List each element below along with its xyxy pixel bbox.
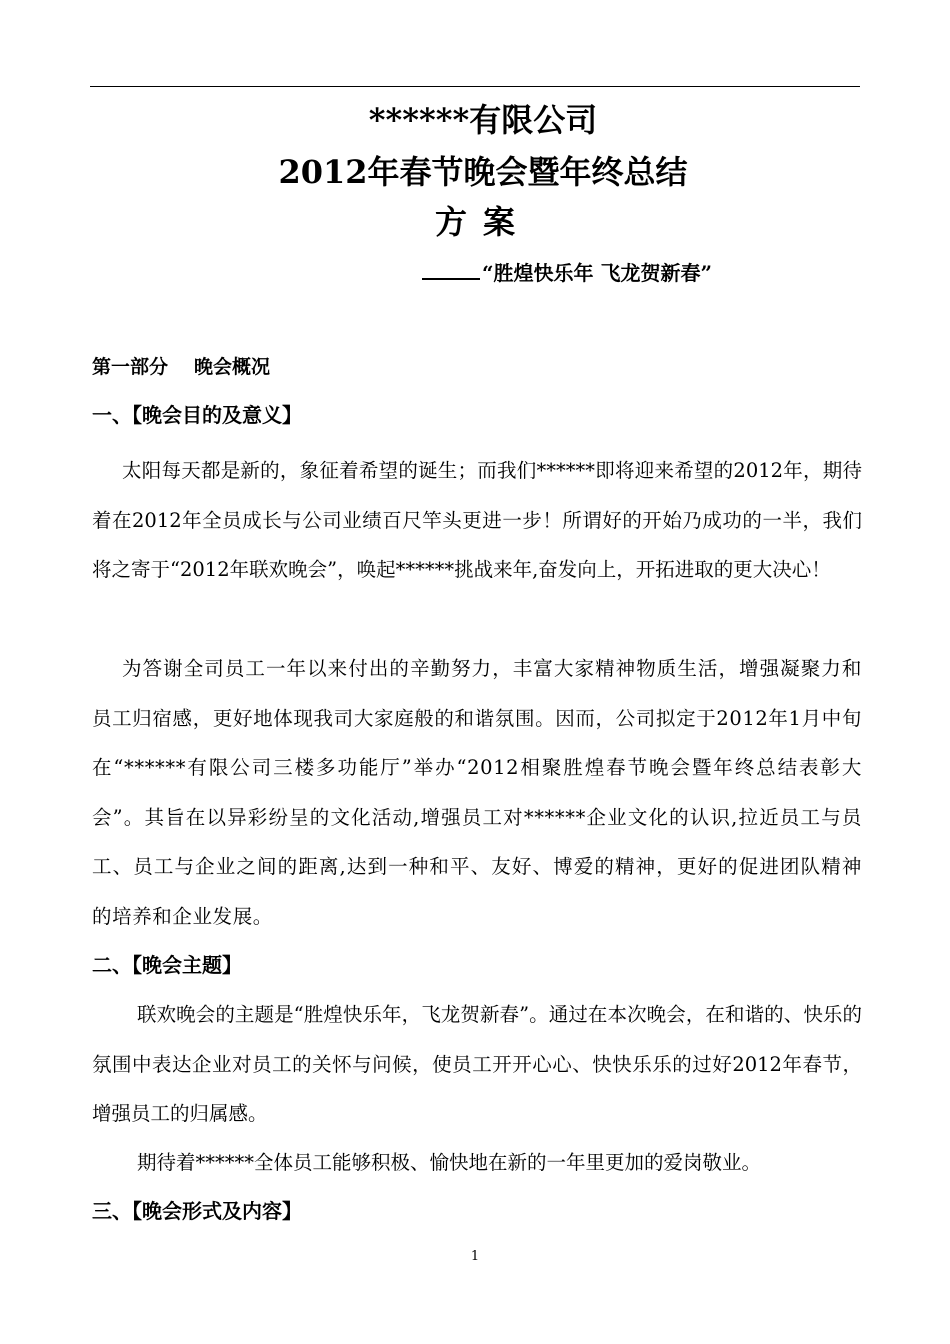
part-heading — [92, 352, 270, 382]
event-title: 2012年春节晚会暨年终总结 — [278, 153, 688, 191]
section-heading-format: 三、【晚会形式及内容】 — [92, 1199, 302, 1223]
company-title: ******有限公司 — [368, 101, 598, 139]
page-number: 1 — [470, 1249, 480, 1264]
section-heading-purpose: 一、【晚会目的及意义】 — [92, 403, 302, 427]
header-rule — [90, 86, 860, 87]
paragraph: 为答谢全司员工一年以来付出的辛勤努力，丰富大家精神物质生活，增强凝聚力和员工归宿感，更好地体现我司大家庭般的和谐氛围。因而，公司拟定于2012年1月中旬在“******有限公司三楼多功能厅”举办“2012相聚胜煌春节晚会暨年终总结表彰大会”。其旨在以异彩纷呈的文化活动,增强员工对******企业文化的认识,拉近员工与员工、员工与企业之间的距离,达到一种和平、友好、博爱的精神，更好的促进团队精神的培养和企业发展。 — [92, 657, 862, 928]
paragraph: 太阳每天都是新的，象征着希望的诞生；而我们******即将迎来希望的2012年，期待着在2012年全员成长与公司业绩百尺竿头更进一步！所谓好的开始乃成功的一半，我们将之寄于“2012年联欢晚会”，唤起******挑战来年,奋发向上，开拓进取的更大决心！ — [92, 459, 862, 581]
slogan — [422, 258, 712, 288]
slogan-underline — [422, 258, 480, 280]
part-title: 晚会概况 — [194, 356, 271, 378]
plan-title: 方案 — [434, 203, 531, 241]
part-label: 第一部分 — [92, 356, 169, 378]
section-heading-theme: 二、【晚会主题】 — [92, 953, 242, 977]
slogan-text: “胜煌快乐年 飞龙贺新春” — [482, 261, 712, 285]
paragraph: 联欢晚会的主题是“胜煌快乐年，飞龙贺新春”。通过在本次晚会，在和谐的、快乐的氛围中表达企业对员工的关怀与问候，使员工开开心心、快快乐乐的过好2012年春节，增强员工的归属感。 — [92, 1003, 862, 1125]
paragraph: 期待着******全体员工能够积极、愉快地在新的一年里更加的爱岗敬业。 — [137, 1151, 762, 1174]
